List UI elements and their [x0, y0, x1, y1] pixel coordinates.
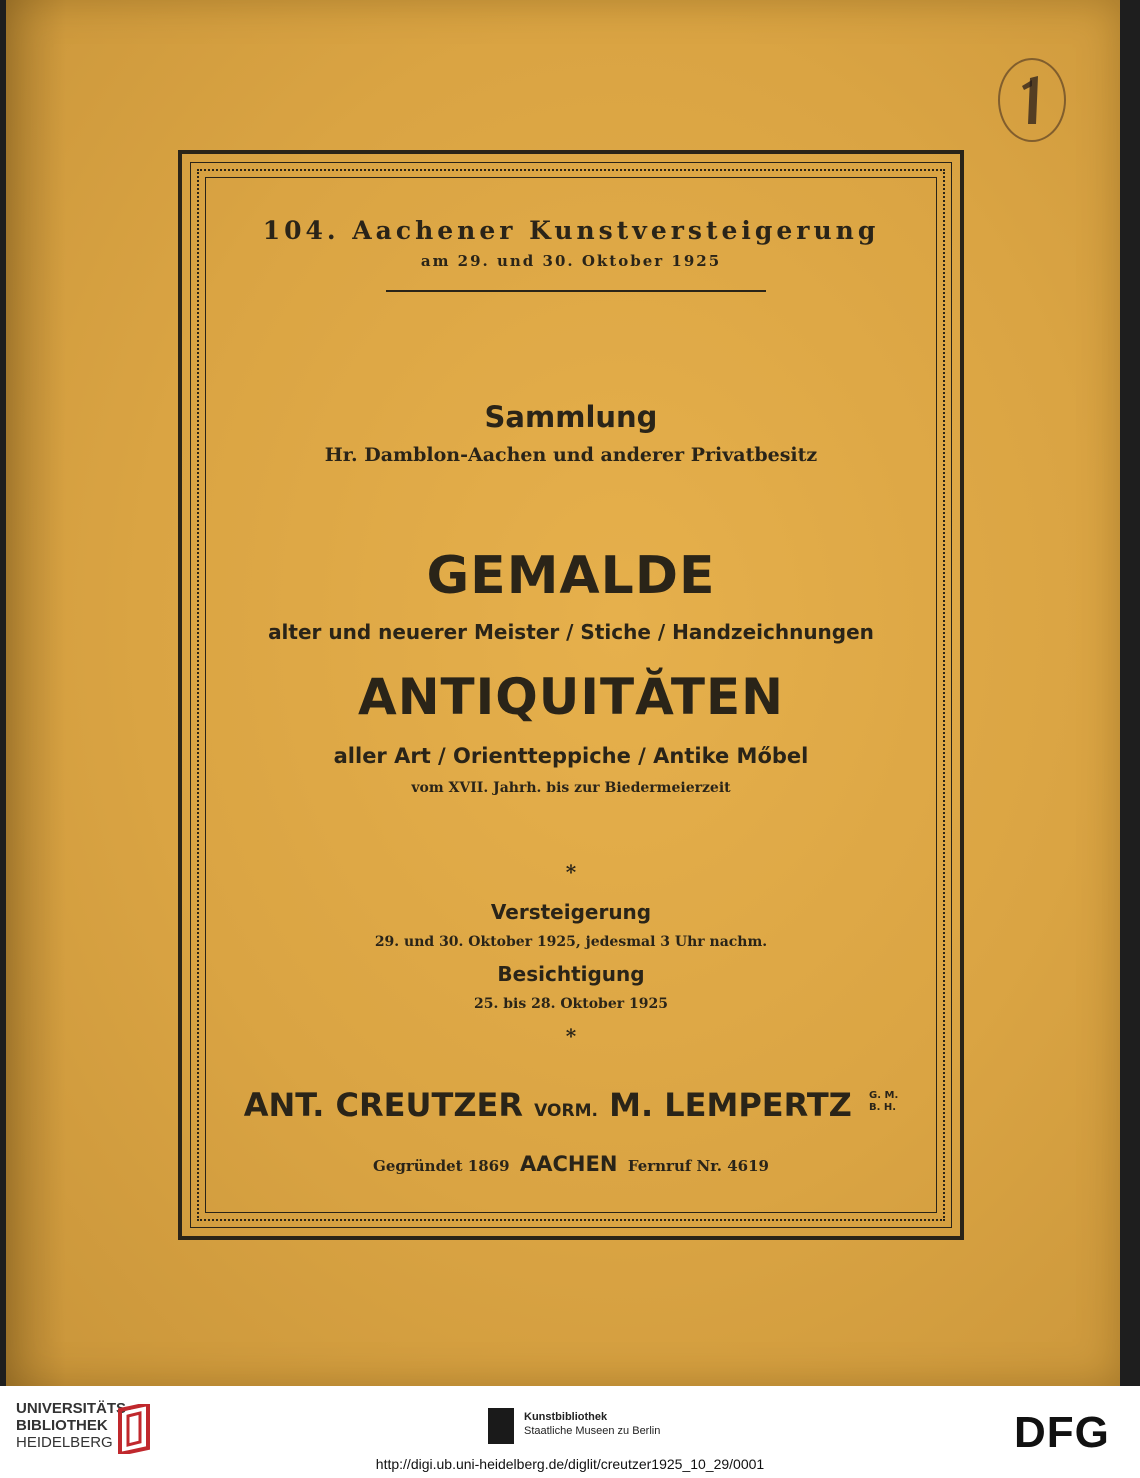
section-paintings-sub: alter und neuerer Meister / Stiche / Handzeichnungen — [268, 620, 874, 644]
source-url[interactable]: http://digi.ub.uni-heidelberg.de/diglit/creutzer1925_10_29/0001 — [375, 1456, 765, 1472]
collection-heading: Sammlung — [484, 400, 658, 434]
separator-star: * — [565, 860, 577, 884]
auction-title: 104. Aachener Kunstversteigerung — [262, 216, 880, 245]
decorative-frame — [178, 150, 964, 1240]
viewing-heading: Besichtigung — [497, 962, 645, 986]
section-antiques-sub: aller Art / Orientteppiche / Antike Mőbel — [333, 744, 809, 768]
section-antiques-period: vom XVII. Jahrh. bis zur Biedermeierzeit — [411, 780, 731, 796]
separator-star: * — [565, 1024, 577, 1048]
founded: Gegründet 1869 — [373, 1157, 510, 1175]
ub-heidelberg-logo-icon — [112, 1404, 156, 1454]
catalog-cover — [6, 0, 1120, 1386]
library-stamp — [998, 58, 1066, 142]
collection-owner: Hr. Damblon-Aachen und anderer Privatbesitz — [324, 444, 818, 466]
phone: Fernruf Nr. 4619 — [627, 1157, 769, 1175]
firm-details — [200, 1152, 942, 1176]
kunstbibliothek-text: Kunstbibliothek Staatliche Museen zu Berlin — [524, 1411, 661, 1437]
sale-heading: Versteigerung — [490, 900, 652, 924]
auction-date: am 29. und 30. Oktober 1925 — [420, 252, 722, 270]
city: AACHEN — [519, 1152, 618, 1176]
firm-name-lempertz: M. LEMPERTZ — [609, 1086, 852, 1124]
firm-name-creutzer: ANT. CREUTZER — [243, 1086, 524, 1124]
viewing-dates: 25. bis 28. Oktober 1925 — [474, 996, 668, 1012]
section-antiques-title: ANTIQUITĂTEN — [358, 668, 784, 726]
kunstbibliothek-logo-icon — [488, 1408, 514, 1444]
cover-shadow — [6, 0, 66, 1386]
firm-name — [200, 1086, 942, 1124]
stamp-icon — [1008, 68, 1056, 132]
cover-content — [200, 172, 942, 1218]
section-paintings-title: GEMALDE — [426, 546, 716, 606]
dfg-logo: DFG — [1014, 1408, 1110, 1457]
title-rule — [386, 290, 766, 292]
firm-vorm: VORM. — [534, 1101, 598, 1121]
sale-dates: 29. und 30. Oktober 1925, jedesmal 3 Uhr nachm. — [374, 934, 768, 950]
digitization-footer — [0, 1386, 1140, 1478]
ub-heidelberg-logo-text: UNIVERSITÄTS- BIBLIOTHEK HEIDELBERG — [16, 1400, 132, 1451]
firm-gmbh: G. M. B. H. — [869, 1090, 899, 1113]
